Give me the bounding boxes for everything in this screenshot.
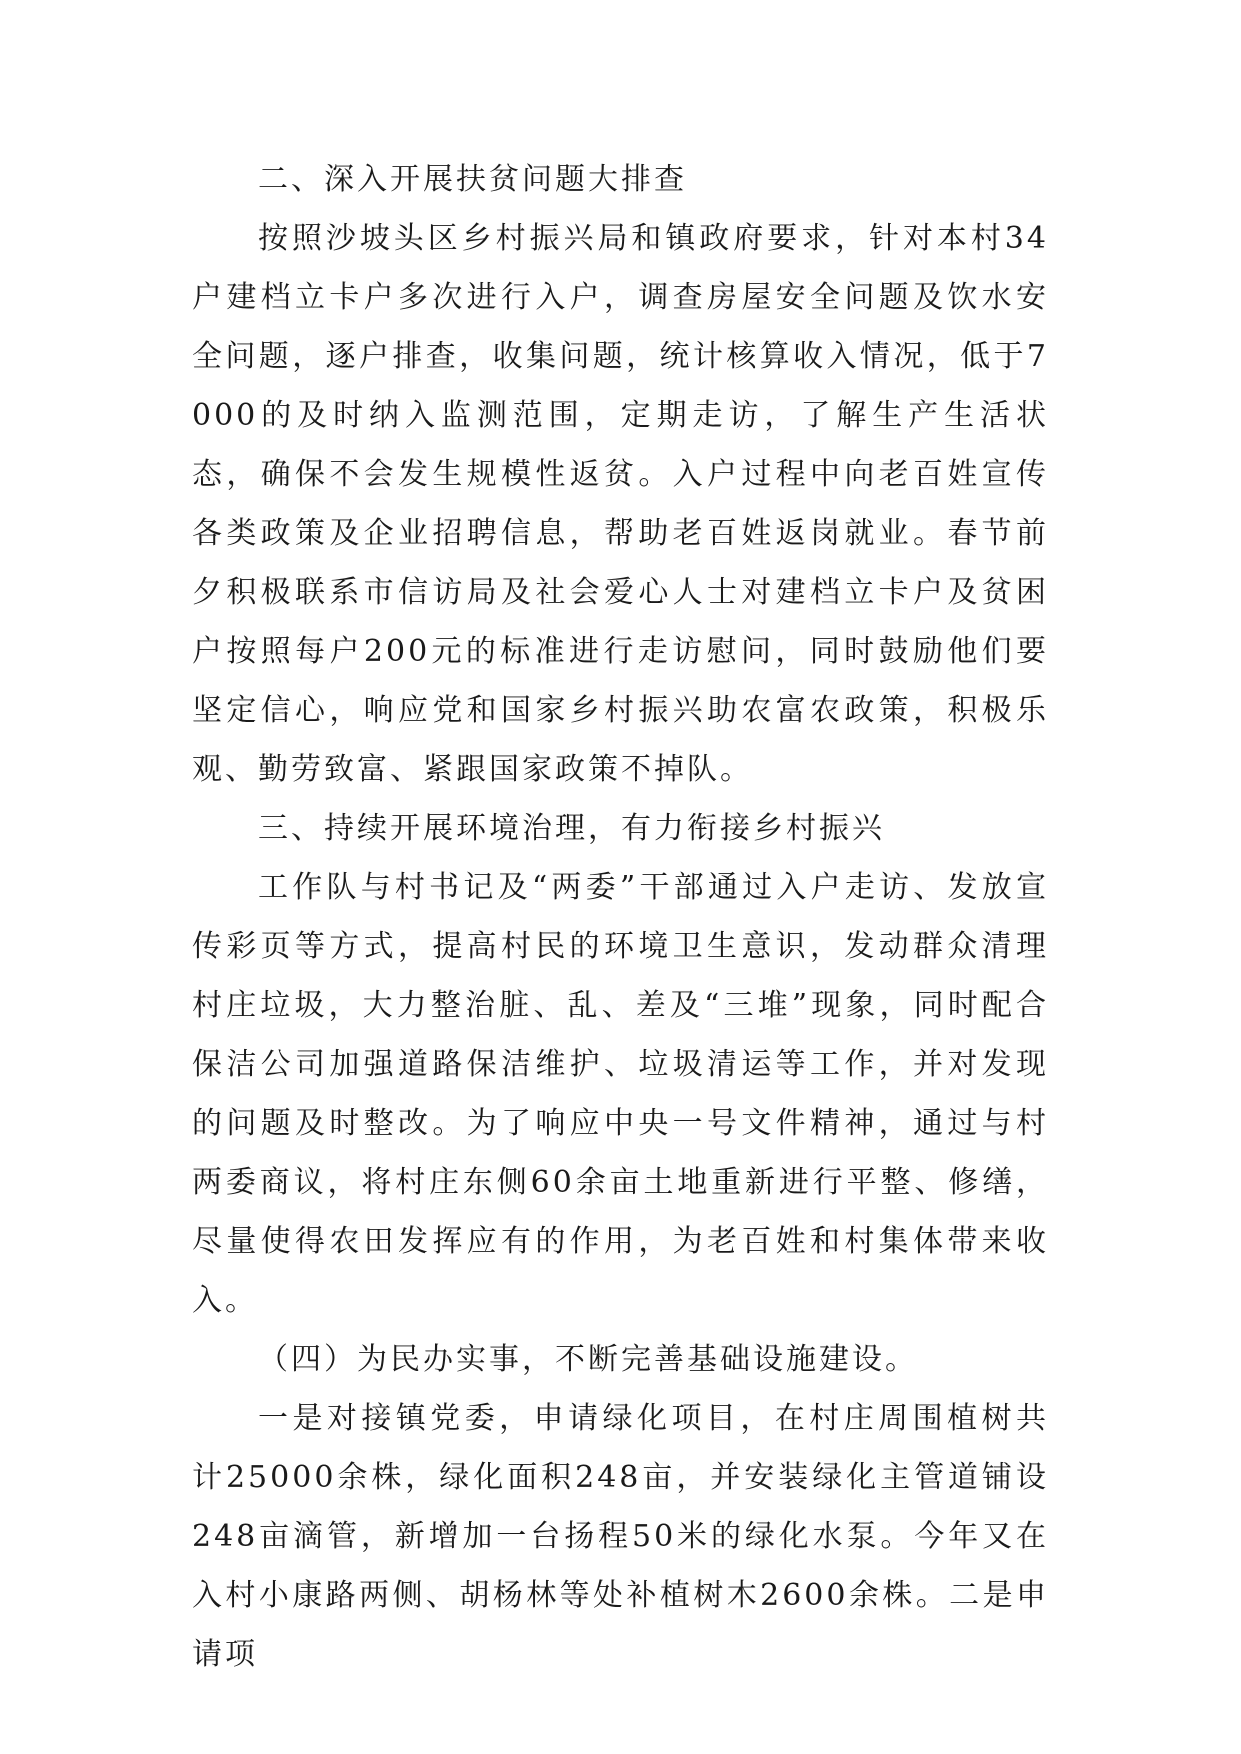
- section-heading-3: 三、持续开展环境治理，有力衔接乡村振兴: [258, 811, 885, 846]
- document-body: [192, 150, 1049, 1684]
- section-heading-4: （四）为民办实事，不断完善基础设施建设。: [258, 1342, 918, 1377]
- section-heading-2: 二、深入开展扶贫问题大排查: [258, 162, 687, 197]
- section-paragraph-3: 工作队与村书记及“两委”干部通过入户走访、发放宣传彩页等方式，提高村民的环境卫生意识，发动群众清理村庄垃圾，大力整治脏、乱、差及“三堆”现象，同时配合保洁公司加强道路保洁维护、垃圾清运等工作，并对发现的问题及时整改。为了响应中央一号文件精神，通过与村两委商议，将村庄东侧60余亩土地重新进行平整、修缮，尽量使得农田发挥应有的作用，为老百姓和村集体带来收入。: [192, 870, 1049, 1318]
- section-paragraph-2: 按照沙坡头区乡村振兴局和镇政府要求，针对本村34户建档立卡户多次进行入户，调查房屋安全问题及饮水安全问题，逐户排查，收集问题，统计核算收入情况，低于7000的及时纳入监测范围，定期走访，了解生产生活状态，确保不会发生规模性返贫。入户过程中向老百姓宣传各类政策及企业招聘信息，帮助老百姓返岗就业。春节前夕积极联系市信访局及社会爱心人士对建档立卡户及贫困户按照每户200元的标准进行走访慰问，同时鼓励他们要坚定信心，响应党和国家乡村振兴助农富农政策，积极乐观、勤劳致富、紧跟国家政策不掉队。: [192, 221, 1049, 787]
- section-paragraph-4: 一是对接镇党委，申请绿化项目，在村庄周围植树共计25000余株，绿化面积248亩，并安装绿化主管道铺设248亩滴管，新增加一台扬程50米的绿化水泵。今年又在入村小康路两侧、胡杨林等处补植树木2600余株。二是申请项: [192, 1401, 1049, 1672]
